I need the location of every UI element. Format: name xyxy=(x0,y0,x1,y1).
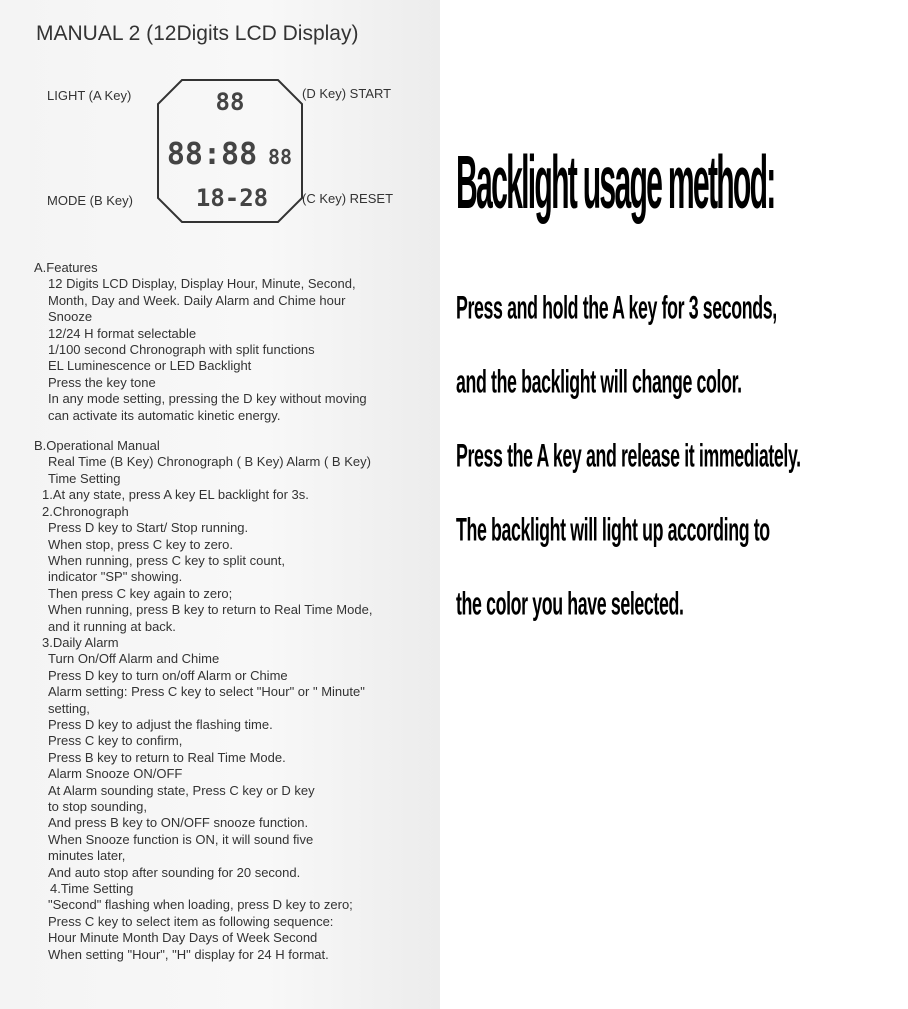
start-key-label: (D Key) START xyxy=(302,86,392,101)
section-heading-features: A.Features xyxy=(34,260,98,275)
manual-line: And press B key to ON/OFF snooze function. xyxy=(48,815,309,831)
manual-line: When stop, press C key to zero. xyxy=(48,536,233,552)
manual-line: can activate its automatic kinetic energy. xyxy=(48,407,281,423)
manual-line: Time Setting xyxy=(48,470,121,486)
manual-line: Turn On/Off Alarm and Chime xyxy=(48,651,220,667)
manual-line: 12/24 H format selectable xyxy=(48,325,197,341)
manual-line: Press D key to Start/ Stop running. xyxy=(48,520,249,536)
manual-line: EL Luminescence or LED Backlight xyxy=(48,358,252,374)
manual-line: When setting "Hour", "H" display for 24 H format. xyxy=(48,946,329,962)
instruction-line: Press and hold the A key for 3 seconds, xyxy=(456,290,777,327)
item-daily-alarm: 3.Daily Alarm xyxy=(42,634,119,650)
manual-line: Press the key tone xyxy=(48,374,156,390)
manual-line: indicator "SP" showing. xyxy=(48,569,183,585)
manual-line: setting, xyxy=(48,700,90,716)
manual-line: 1/100 second Chronograph with split functions xyxy=(48,342,315,358)
item-backlight: 1.At any state, press A key EL backlight for 3s. xyxy=(42,487,309,503)
manual-line: At Alarm sounding state, Press C key or D key xyxy=(48,782,315,798)
manual-line: "Second" flashing when loading, press D key to zero; xyxy=(48,897,353,913)
manual-line: When running, press B key to return to Real Time Mode, xyxy=(48,602,373,618)
instruction-line: the color you have selected. xyxy=(456,586,684,623)
manual-line: When Snooze function is ON, it will sound five xyxy=(48,831,314,847)
light-key-label: LIGHT (A Key) xyxy=(47,88,132,103)
lcd-seconds-digits: 88 xyxy=(267,145,293,169)
lcd-top-digits: 88 xyxy=(215,88,245,116)
manual-line: Press D key to adjust the flashing time. xyxy=(48,716,273,732)
manual-line: Press C key to select item as following sequence: xyxy=(48,913,334,929)
manual-line: In any mode setting, pressing the D key without moving xyxy=(48,391,367,407)
lcd-time-digits: 88:88 xyxy=(166,137,258,172)
manual-line: Alarm Snooze ON/OFF xyxy=(48,766,183,782)
manual-line: Press D key to turn on/off Alarm or Chime xyxy=(48,667,288,683)
manual-line: Press C key to confirm, xyxy=(48,733,183,749)
item-chronograph: 2.Chronograph xyxy=(42,503,129,519)
manual-line: and it running at back. xyxy=(48,618,176,634)
instruction-line: and the backlight will change color. xyxy=(456,364,742,401)
mode-key-label: MODE (B Key) xyxy=(47,193,133,208)
item-time-setting: 4.Time Setting xyxy=(50,881,134,897)
manual-line: Then press C key again to zero; xyxy=(48,585,233,601)
manual-line: When running, press C key to split count, xyxy=(48,552,286,568)
manual-line: Alarm setting: Press C key to select "Hour" or " Minute" xyxy=(48,684,365,700)
manual-line: Month, Day and Week. Daily Alarm and Chime hour xyxy=(48,292,346,308)
manual-title: MANUAL 2 (12Digits LCD Display) xyxy=(36,22,359,45)
instruction-line: The backlight will light up according to xyxy=(456,512,770,549)
reset-key-label: (C Key) RESET xyxy=(302,191,394,206)
backlight-instructions xyxy=(456,0,908,1009)
manual-line: to stop sounding, xyxy=(48,799,148,814)
manual-line: Real Time (B Key) Chronograph ( B Key) Alarm ( B Key) xyxy=(48,454,371,470)
manual-line: Snooze xyxy=(48,309,93,325)
instructions-heading: Backlight usage method: xyxy=(456,141,775,226)
section-heading-operational: B.Operational Manual xyxy=(34,438,160,454)
manual-line: Hour Minute Month Day Days of Week Second xyxy=(48,930,318,946)
manual-text xyxy=(34,260,434,963)
manual-line: Press B key to return to Real Time Mode. xyxy=(48,749,286,765)
manual-line: And auto stop after sounding for 20 second. xyxy=(48,864,301,880)
watch-display-diagram xyxy=(150,76,310,226)
manual-scan xyxy=(0,0,440,1009)
manual-line: minutes later, xyxy=(48,848,126,864)
instruction-line: Press the A key and release it immediately. xyxy=(456,438,801,475)
manual-line: 12 Digits LCD Display, Display Hour, Minute, Second, xyxy=(48,276,356,292)
lcd-date-digits: 18-28 xyxy=(195,184,269,212)
